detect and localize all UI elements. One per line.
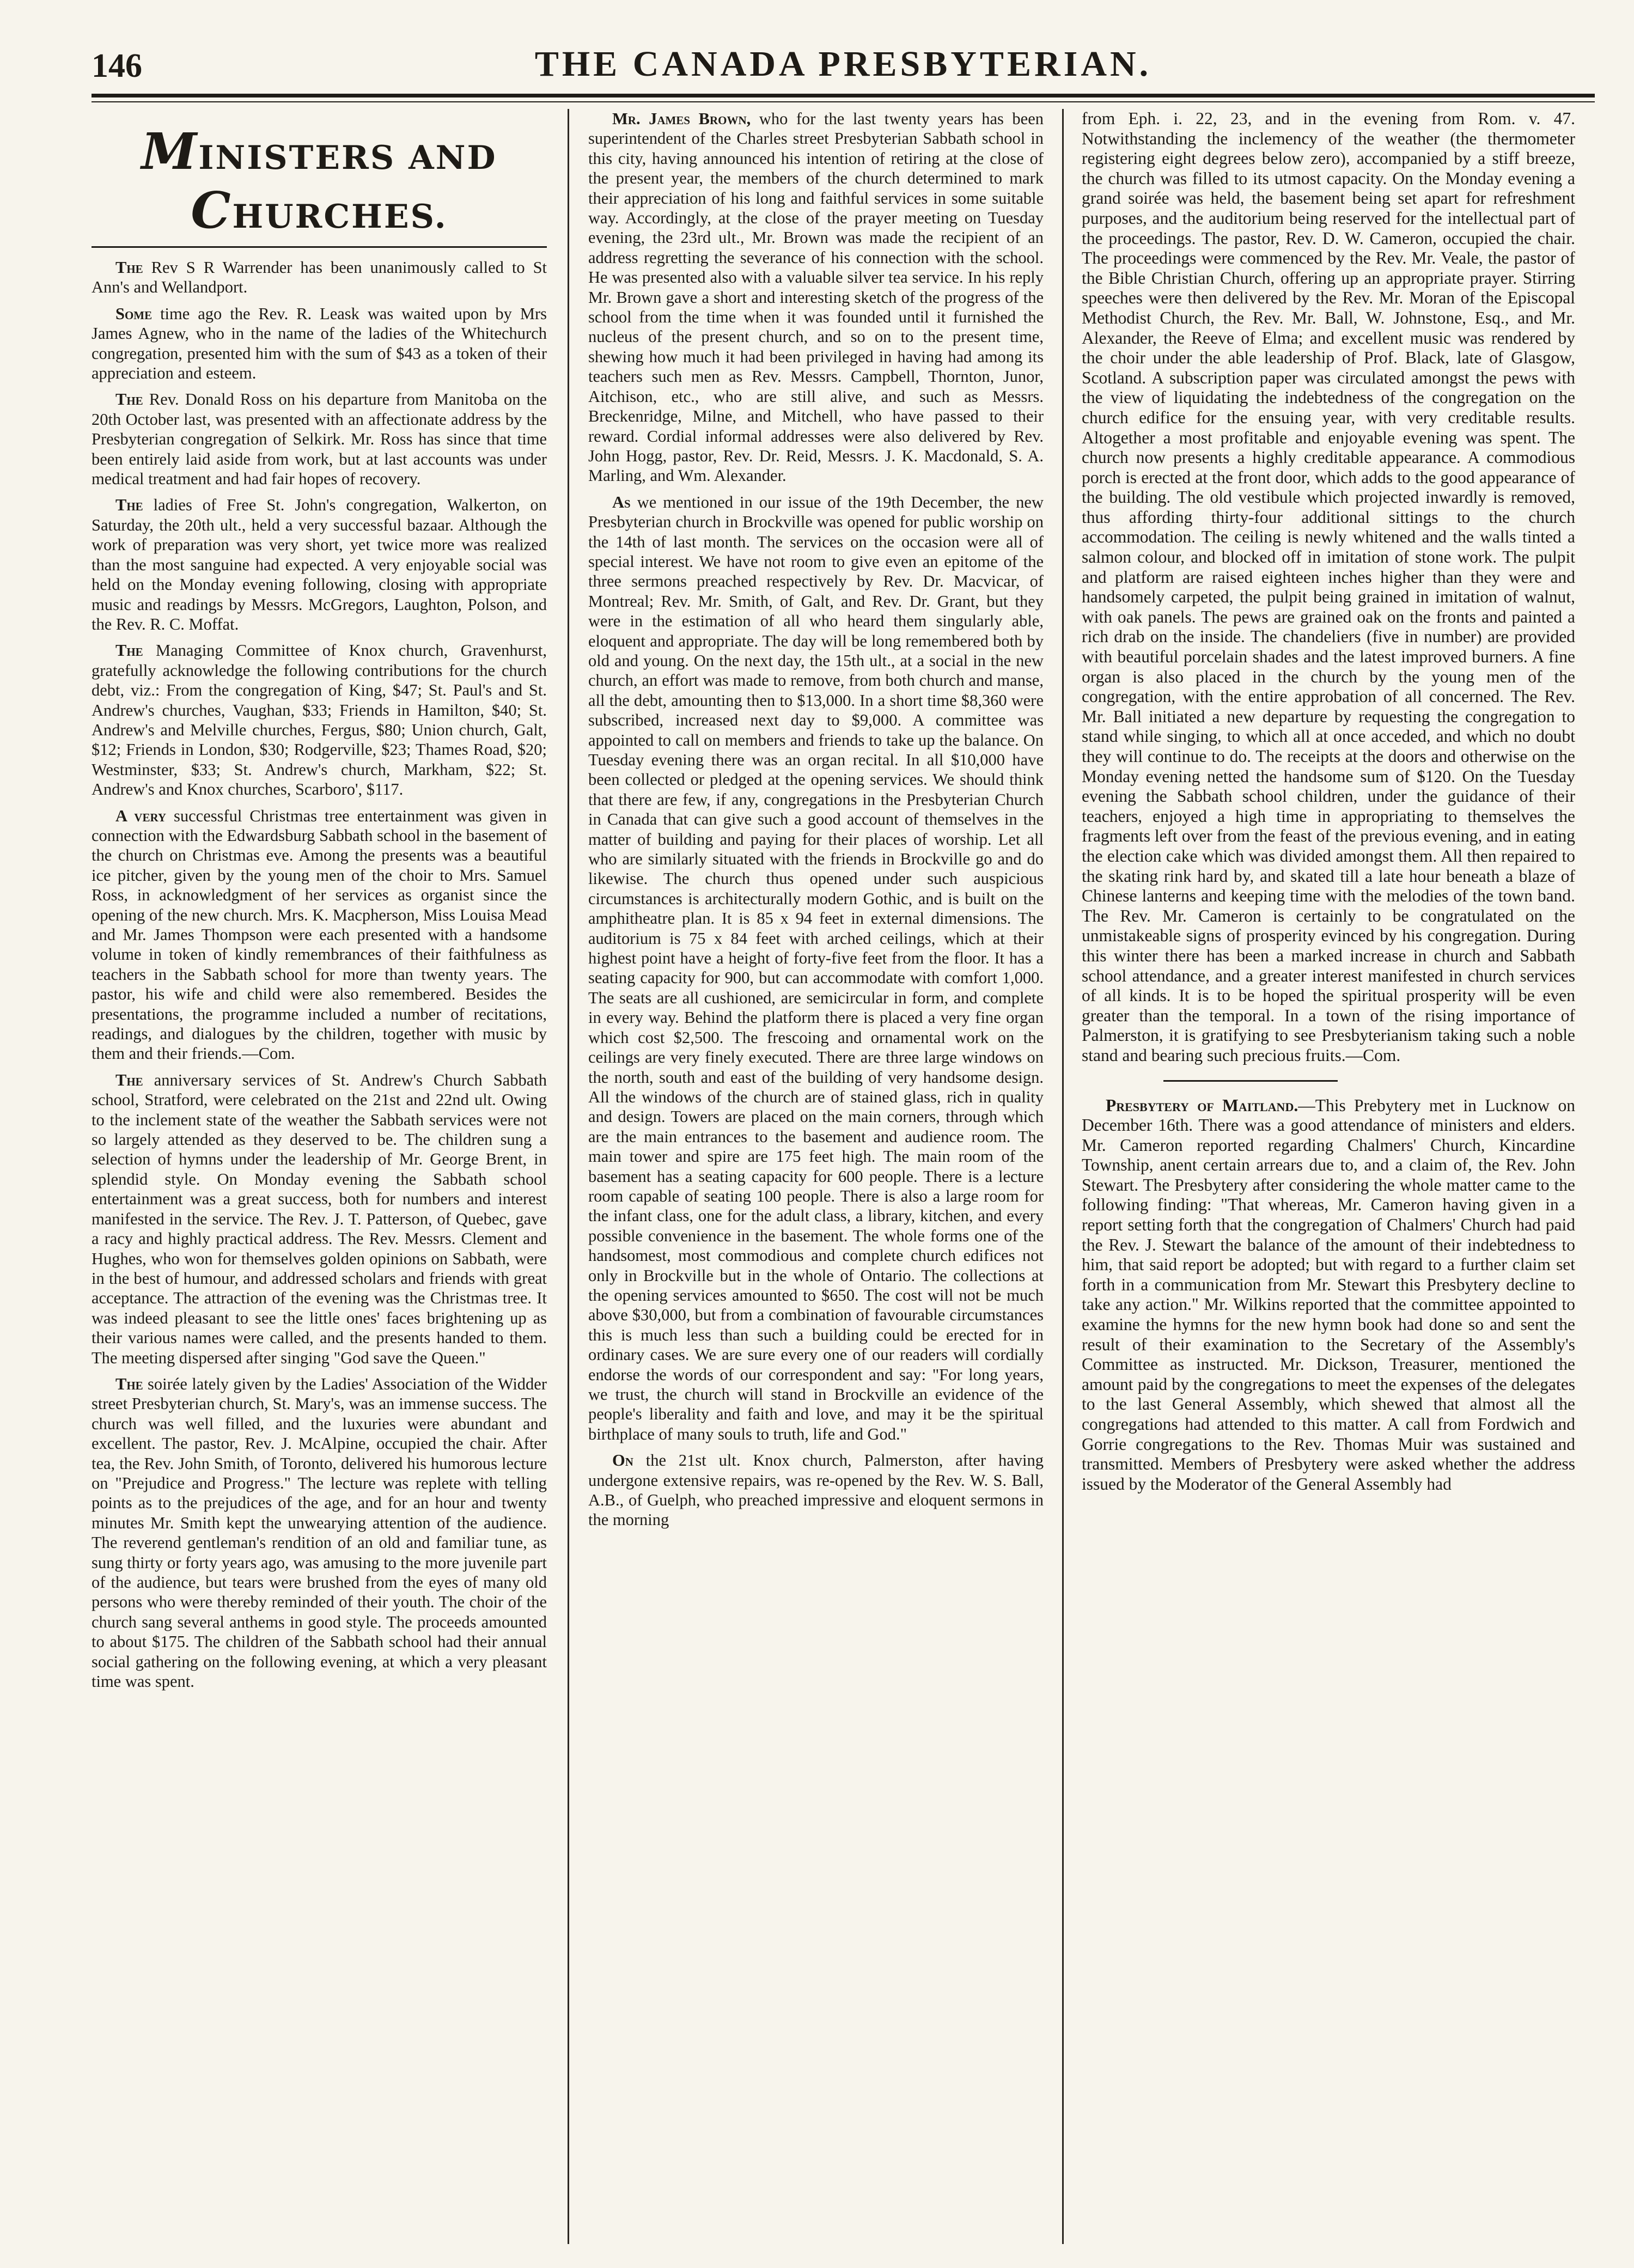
paragraph-lead: The: [115, 1070, 143, 1089]
section-heading-initial: M: [141, 122, 199, 181]
column-3-body: [1082, 109, 1575, 1494]
paragraph-text: —This Prebytery met in Lucknow on December 16th. There was a good attendance of ministers and elders. Mr. Cameron reported regarding Chalmers' Church, Kincardine Township, anent certain arrears due to, and a claim of, the Rev. John Stewart. The Presbytery after considering the whole matter came to the following finding: "That whereas, Mr. Cameron having given in a report setting forth that the congregation of Chalmers' Church had paid the Rev. J. Stewart the balance of the amount of their indebtedness to him, that said report be adopted; but with regard to a further claim set forth in a communication from Mr. Stewart this Presbytery decline to take any action." Mr. Wilkins reported that the committee appointed to examine the hymns for the new hymn book had done so and sent the result of their examination to the Secretary of the Assembly's Committee as instructed. Mr. Dickson, Treasurer, mentioned the amount paid by the congregations to meet the expenses of the delegates to the last General Assembly, which shewed that almost all the congregations had attended to this matter. A call from Fordwich and Gorrie congregations to the Rev. Thomas Muir was sustained and transmitted. Members of Presbytery were asked whether the address issued by the Moderator of the General Assembly had: [1082, 1095, 1575, 1493]
article-paragraph: [92, 495, 547, 634]
column-1: [92, 109, 547, 2233]
article-paragraph: [1082, 1096, 1575, 1495]
column-3: [1082, 109, 1575, 2233]
paragraph-text: Rev. Donald Ross on his departure from Manitoba on the 20th October last, was presented with an affectionate address by the Presbyterian congregation of Selkirk. Mr. Ross has since that time been entirely laid aside from work, but at last accounts was under medical treatment and had fair hopes of recovery.: [92, 390, 547, 489]
paragraph-text: successful Christmas tree entertainment was given in connection with the Edwardsburg Sabbath school in the basement of the church on Christmas eve. Among the presents was a beautiful ice pitcher, given by the young men of the choir to Mrs. Samuel Ross, in acknowledgment of her services as organist since the opening of the new church. Mrs. K. Macpherson, Miss Louisa Mead and Mr. James Thompson were each presented with a handsome volume in token of kindly remembrances of their faithfulness as teachers in the Sabbath school for more than twenty years. The pastor, his wife and child were also remembered. Besides the presentations, the programme included a number of recitations, readings, and dialogues by the children, together with music by them and their friends.—Com.: [92, 806, 547, 1063]
paragraph-lead: On: [612, 1451, 633, 1470]
paragraph-text: who for the last twenty years has been superintendent of the Charles street Presbyterian Sabbath school in this city, having announced his intention of retiring at the close of the present year, the members of the church determined to mark their appreciation of his long and faithful services in some suitable way. Accordingly, at the close of the prayer meeting on Tuesday evening, the 23rd ult., Mr. Brown was made the recipient of an address regretting the severance of his connection with the school. He was presented also with a valuable silver tea service. In his reply Mr. Brown gave a short and interesting sketch of the progress of the school from the time when it was founded until it furnished the nucleus of the present church, and so on to the present time, shewing how much it had been privileged in having had among its teachers such men as Rev. Messrs. Campbell, Thornton, Junor, Aitchison, etc., who are still alive, and such as Messrs. Breckenridge, Milne, and Mitchell, who have passed to their reward. Cordial informal addresses were also delivered by Rev. John Hogg, pastor, Rev. Dr. Reid, Messrs. J. K. Macdonald, S. A. Marling, and Wm. Alexander.: [588, 109, 1044, 485]
article-paragraph: [92, 1070, 547, 1368]
article-paragraph: [92, 304, 547, 383]
paragraph-lead: Mr. James Brown,: [612, 109, 751, 128]
column-divider: [568, 109, 569, 2244]
article-paragraph: [92, 1374, 547, 1692]
paragraph-text: from Eph. i. 22, 23, and in the evening from Rom. v. 47. Notwithstanding the inclemency of the weather (the thermometer registering eight degrees below zero), accompanied by a stiff breeze, the church was filled to its utmost capacity. On the Monday evening a grand soirée was held, the basement being set apart for refreshment purposes, and the auditorium being reserved for the intellectual part of the proceedings. The pastor, Rev. D. W. Cameron, occupied the chair. The proceedings were commenced by the Rev. Mr. Veale, the pastor of the Bible Christian Church, offering up an appropriate prayer. Stirring speeches were then delivered by the Rev. Mr. Moran of the Episcopal Methodist Church, the Rev. Mr. Ball, W. Johnstone, Esq., and Mr. Alexander, the Reeve of Elma; and excellent music was rendered by the choir under the able leadership of Prof. Black, late of Glasgow, Scotland. A subscription paper was circulated amongst the pews with the view of liquidating the indebtedness of the congregation on the church edifice for the ensuing year, with very creditable results. Altogether a most profitable and enjoyable evening was spent. The church now presents a highly creditable appearance. A commodious porch is erected at the front door, which adds to the good appearance of the building. The old vestibule which projected inwardly is removed, thus affording thirty-four additional sittings to the church accommodation. The ceiling is newly whitened and the walls tinted a salmon colour, and blocked off in imitation of stone work. The pulpit and platform are raised eighteen inches higher than they were and handsomely carpeted, the pulpit being grained in imitation of walnut, with oak panels. The pews are grained oak on the fronts and painted a rich drab on the inside. The chandeliers (five in number) are provided with beautiful porcelain shades and the latest improved burners. A fine organ is also placed in the church by the young men of the congregation, with the entire approbation of all concerned. The Rev. Mr. Ball initiated a new departure by requesting the congregation to stand while singing, to which all at once acceded, and which no doubt they will continue to do. The receipts at the doors and otherwise on the Monday evening netted the handsome sum of $120. On the Tuesday evening the Sabbath school children, under the guidance of their teachers, enjoyed a high time in appropriating to themselves the fragments left over from the feast of the previous evening, and in eating the election cake which was divided amongst them. All then repaired to the skating rink hard by, and skated till a late hour beneath a blaze of Chinese lanterns and keeping time with the melodies of the town band. The Rev. Mr. Cameron is certainly to be congratulated on the unmistakeable signs of prosperity evinced by his congregation. During this winter there has been a marked increase in church and Sabbath school attendance, and a greater interest manifested in church services of all kinds. It is to be hoped the spiritual prosperity will be even greater than the temporal. In a town of the rising importance of Palmerston, it is gratifying to see Presbyterianism taking such a noble stand and bearing such precious fruits.—Com.: [1082, 109, 1575, 1065]
header-rule: [92, 94, 1595, 97]
paragraph-text: ladies of Free St. John's congregation, Walkerton, on Saturday, the 20th ult., held a very successful bazaar. Although the work of preparation was very short, yet twice more was realized than the most sanguine had expected. A very enjoyable social was held on the Monday evening following, closing with appropriate music and readings by Messrs. McGregors, Laughton, Polson, and the Rev. R. C. Moffat.: [92, 496, 547, 633]
section-heading: MINISTERS AND CHURCHES.: [92, 122, 547, 248]
paragraph-lead: Presbytery of Maitland.: [1106, 1095, 1298, 1115]
paragraph-text: Rev S R Warrender has been unanimously called to St Ann's and Wellandport.: [92, 258, 547, 297]
paragraph-text: Managing Committee of Knox church, Gravenhurst, gratefully acknowledge the following contributions for the church debt, viz.: From the congregation of King, $47; St. Paul's and St. Andrew's churches, Vaughan, $33; Friends in Hamilton, $40; St. Andrew's and Melville churches, Fergus, $80; Union church, Galt, $12; Friends in London, $30; Rodgerville, $23; Thames Road, $20; Westminster, $33; St. Andrew's church, Markham, $22; St. Andrew's and Knox churches, Scarboro', $117.: [92, 641, 547, 799]
column-1-body: [92, 258, 547, 1691]
article-paragraph: [588, 109, 1044, 486]
paragraph-lead: Some: [115, 304, 153, 323]
paragraph-lead: The: [115, 390, 143, 409]
paragraph-lead: As: [612, 492, 631, 511]
paragraph-lead: A very: [115, 806, 167, 825]
article-paragraph: [92, 389, 547, 489]
journal-title: THE CANADA PRESBYTERIAN.: [534, 44, 1152, 84]
article-paragraph: [92, 806, 547, 1064]
article-paragraph: [588, 1450, 1044, 1530]
paragraph-lead: The: [115, 258, 143, 277]
article-paragraph: [588, 492, 1044, 1444]
page-header: [92, 44, 1595, 87]
article-paragraph: [92, 258, 547, 297]
paragraph-text: time ago the Rev. R. Leask was waited upon by Mrs James Agnew, who in the name of the ladies of the Whitechurch congregation, presented him with the sum of $43 as a token of their appreciation and esteem.: [92, 304, 547, 383]
page-number: 146: [92, 47, 142, 84]
paragraph-text: soirée lately given by the Ladies' Association of the Widder street Presbyterian church, St. Mary's, was an immense success. The church was well filled, and the luxuries were abundant and excellent. The pastor, Rev. J. McAlpine, occupied the chair. After tea, the Rev. John Smith, of Toronto, delivered his humorous lecture on "Prejudice and Progress." The lecture was replete with telling points as to the prejudices of the age, and for an hour and twenty minutes Mr. Smith kept the unwearying attention of the audience. The reverend gentleman's rendition of an old and familiar tune, as sung thirty or forty years ago, was amusing to the more juvenile part of the audience, but tears were brushed from the eyes of many old persons who were thereby reminded of their youth. The choir of the church sang several anthems in good style. The proceeds amounted to about $175. The children of the Sabbath school had their annual social gathering on the following evening, at which a very pleasant time was spent.: [92, 1374, 547, 1691]
section-heading-initial: C: [191, 181, 233, 240]
paragraph-text: we mentioned in our issue of the 19th December, the new Presbyterian church in Brockville was opened for public worship on the 14th of last month. The services on the occasion were all of special interest. We have not room to give even an epitome of the three sermons preached respectively by Rev. Dr. Macvicar, of Montreal; Rev. Mr. Smith, of Galt, and Rev. Dr. Grant, but they were in the estimation of all who heard them singularly able, eloquent and appropriate. The day will be long remembered both by old and young. On the next day, the 15th ult., at a social in the new church, an effort was made to remove, from both church and manse, all the debt, amounting then to $13,000. In a short time $8,360 were subscribed, increased next day to $9,000. A committee was appointed to call on members and friends to take up the balance. On Tuesday evening there was an organ recital. In all $10,000 have been collected or pledged at the opening services. We should think that there are few, if any, congregations in the Presbyterian Church in Canada that can give such a good account of themselves in the matter of building and paying for their places of worship. Let all who are similarly situated with the friends in Brockville go and do likewise. The church thus opened under such auspicious circumstances is architecturally modern Gothic, and is built on the amphitheatre plan. It is 85 x 94 feet in external dimensions. The auditorium is 75 x 84 feet with arched ceilings, which at their highest point have a height of forty-five feet from the floor. It has a seating capacity for 900, but can accommodate with comfort 1,000. The seats are all cushioned, are semicircular in form, and complete in every way. Behind the platform there is placed a very fine organ which cost $2,500. The frescoing and ornamental work on the ceilings are very finely executed. There are three large windows on the north, south and east of the building of very handsome design. All the windows of the church are of stained glass, rich in quality and design. Towers are placed on the main corners, through which are the main entrances to the basement and audience room. The main tower and spire are 175 feet high. The main room of the basement has a seating capacity for 600 people. There is a lecture room capable of seating 100 people. There is also a large room for the infant class, one for the adult class, a library, kitchen, and every possible convenience in the basement. The whole forms one of the handsomest, most commodious and complete church edifices not only in Brockville but in the whole of Ontario. The collections at the opening services amounted to $650. The cost will not be much above $30,000, but from a combination of favourable circumstances this is much less than such a building could be erected for in ordinary cases. We are sure every one of our readers will cordially endorse the words of our correspondent and say: "For long years, we trust, the church will stand in Brockville an evidence of the people's liberality and faith and love, and may it be the spiritual birthplace of many souls to truth, life and God.": [588, 492, 1044, 1443]
paragraph-text: the 21st ult. Knox church, Palmerston, after having undergone extensive repairs, was re-opened by the Rev. W. S. Ball, A.B., of Guelph, who preached impressive and eloquent sermons in the morning: [588, 1451, 1044, 1529]
paragraph-lead: The: [115, 496, 143, 515]
column-divider: [1062, 109, 1064, 2244]
article-paragraph: [1082, 109, 1575, 1066]
header-rule-thin: [92, 101, 1595, 102]
column-2: [588, 109, 1044, 2233]
paragraph-lead: The: [115, 641, 143, 660]
article-separator: [1163, 1080, 1338, 1082]
article-paragraph: [92, 641, 547, 799]
column-2-body: [588, 109, 1044, 1530]
paragraph-lead: The: [115, 1374, 143, 1393]
paragraph-text: anniversary services of St. Andrew's Church Sabbath school, Stratford, were celebrated on the 21st and 22nd ult. Owing to the inclement state of the weather the Sabbath services were not so largely attended as they deserved to be. The children sung a selection of hymns under the leadership of Mr. George Brent, in splendid style. On Monday evening the Sabbath school entertainment was a great success, both for numbers and interest manifested in the service. The Rev. J. T. Patterson, of Quebec, gave a racy and highly practical address. The Rev. Messrs. Clement and Hughes, who won for themselves golden opinions on Sabbath, were in the best of humour, and addressed scholars and friends with great acceptance. The attraction of the evening was the Christmas tree. It was indeed pleasant to see the little ones' faces brightening up as their various names were called, and the presents handed to them. The meeting dispersed after singing "God save the Queen.": [92, 1070, 547, 1367]
